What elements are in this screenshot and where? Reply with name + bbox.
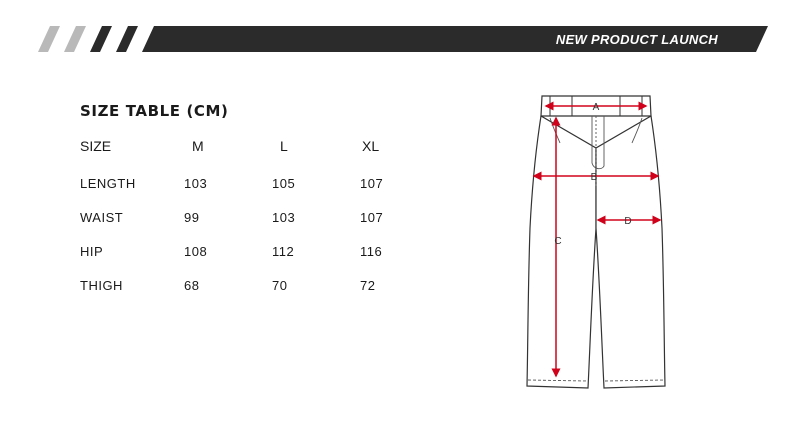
dark-stripe-2 xyxy=(116,26,138,52)
banner xyxy=(0,0,800,70)
measure-label-d: D xyxy=(624,216,632,227)
value-xl: 72 xyxy=(360,278,376,293)
value-m: 68 xyxy=(184,278,200,293)
value-l: 112 xyxy=(272,244,295,259)
row-label: HIP xyxy=(80,244,104,259)
value-m: 108 xyxy=(184,244,208,259)
pants-diagram xyxy=(520,88,680,408)
light-stripe-1 xyxy=(38,26,60,52)
value-l: 105 xyxy=(272,176,296,191)
value-m: 103 xyxy=(184,176,208,191)
light-stripe-2 xyxy=(64,26,86,52)
row-label: LENGTH xyxy=(80,176,136,191)
header-xl: XL xyxy=(362,138,380,154)
pants-outline xyxy=(527,96,665,388)
measure-label-b: B xyxy=(590,172,598,183)
row-label: THIGH xyxy=(80,278,123,293)
value-m: 99 xyxy=(184,210,200,225)
measure-label-a: A xyxy=(592,102,600,113)
size-table-title: SIZE TABLE (CM) xyxy=(80,102,229,120)
measure-label-c: C xyxy=(554,236,562,247)
dark-stripe-1 xyxy=(90,26,112,52)
header-size: SIZE xyxy=(80,138,112,154)
row-label: WAIST xyxy=(80,210,124,225)
banner-title: NEW PRODUCT LAUNCH xyxy=(555,32,718,47)
value-xl: 116 xyxy=(360,244,383,259)
value-xl: 107 xyxy=(360,176,384,191)
value-l: 103 xyxy=(272,210,296,225)
header-l: L xyxy=(280,138,288,154)
value-l: 70 xyxy=(272,278,288,293)
header-m: M xyxy=(192,138,204,154)
value-xl: 107 xyxy=(360,210,384,225)
